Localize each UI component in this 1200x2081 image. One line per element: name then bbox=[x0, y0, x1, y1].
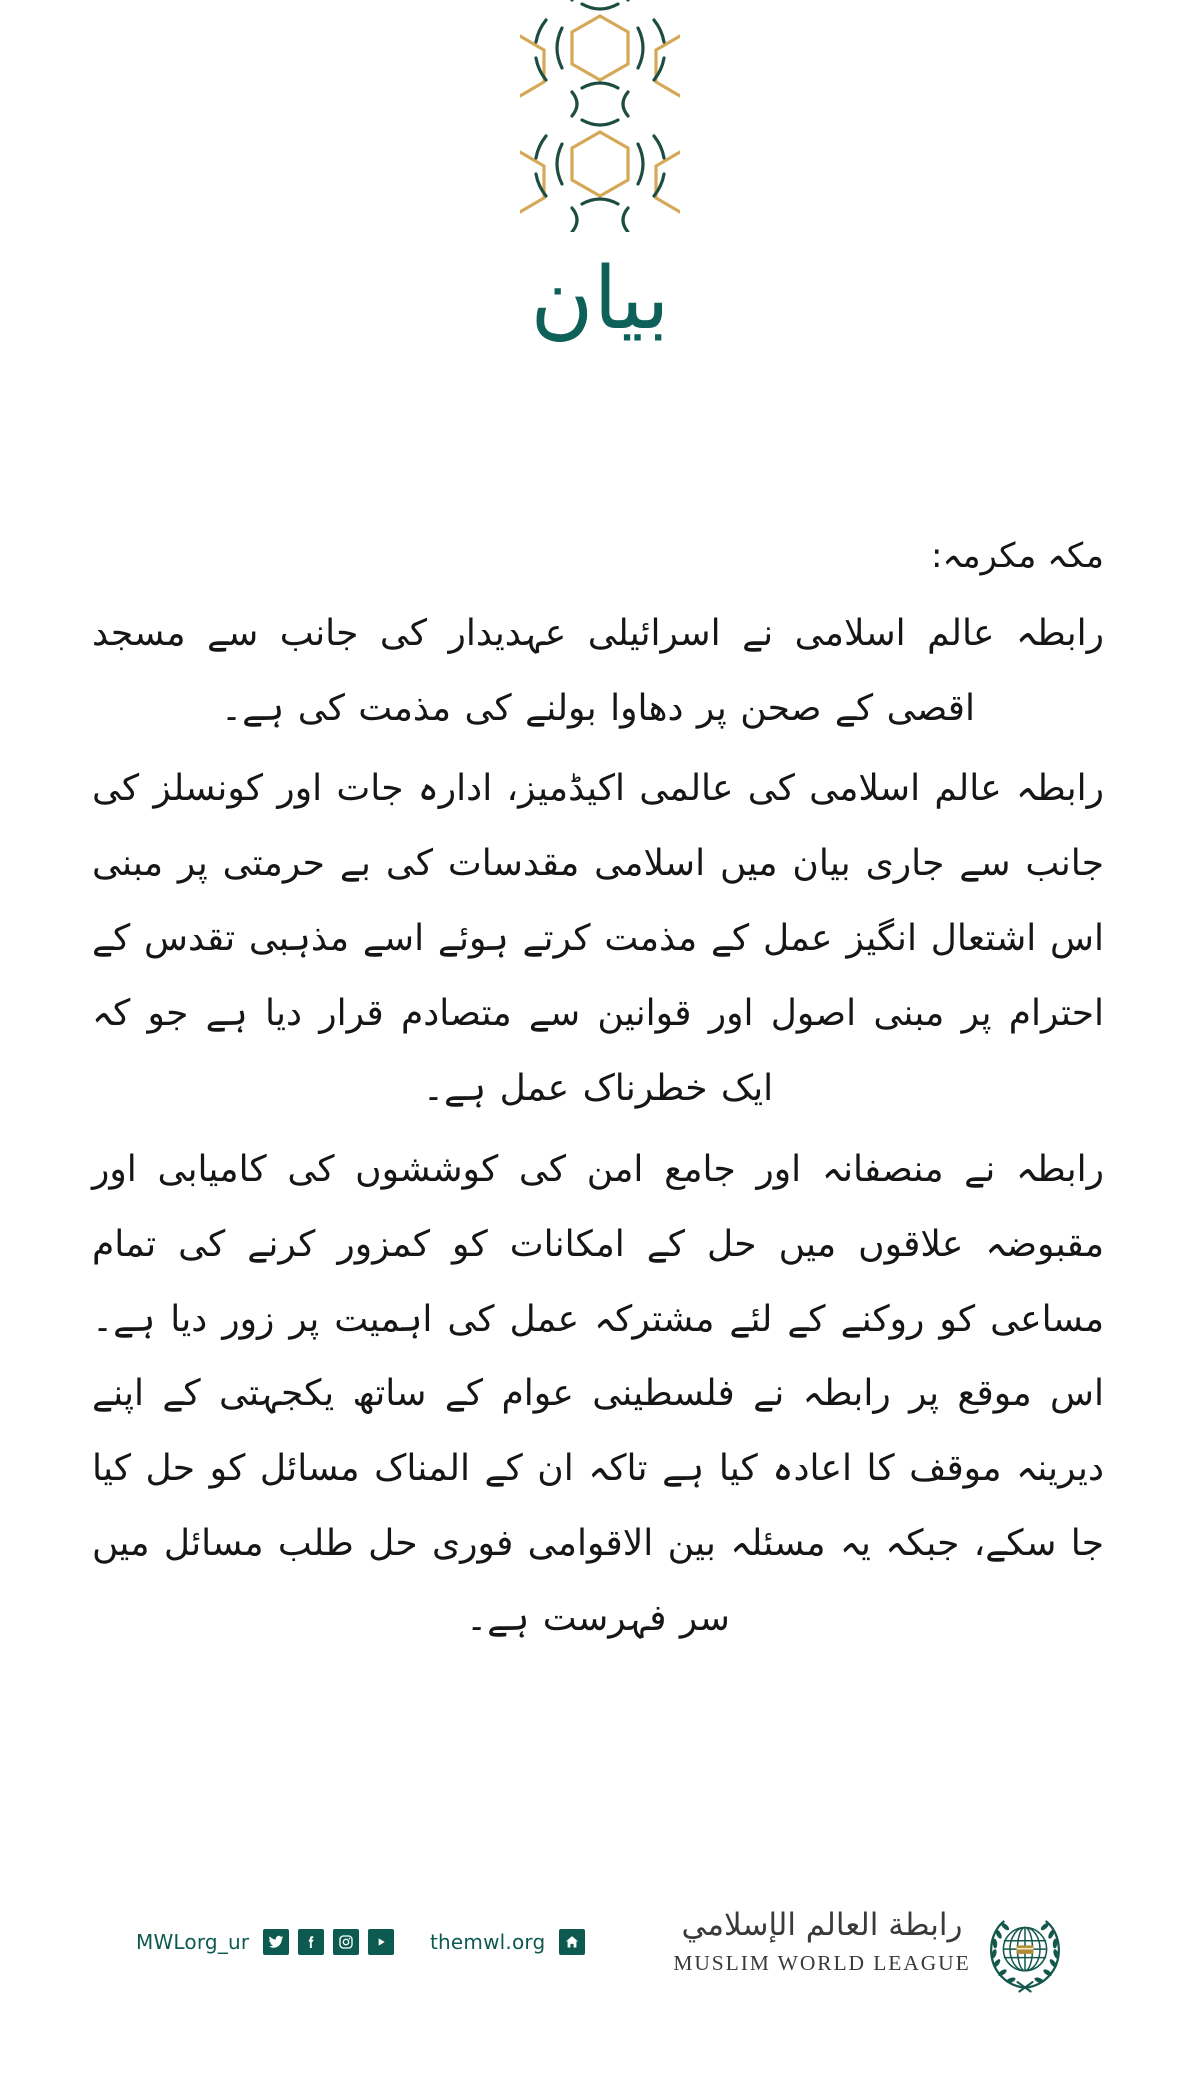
statement-paragraph: رابطہ عالم اسلامی کی عالمی اکیڈمیز، ادارہ جات اور کونسلز کی جانب سے جاری بیان میں اسلامی مقدسات کی بے حرمتی پر مبنی اس اشتعال انگیز عمل کے مذمت کرتے ہوئے اسے مذہبی تقدس کے احترام پر مبنی اصول اور قوانین سے متصادم قرار دیا ہے جو کہ ایک خطرناک عمل ہے۔ bbox=[92, 768, 1104, 1109]
statement-paragraph: رابطہ نے منصفانہ اور جامع امن کی کوششوں کی کامیابی اور مقبوضہ علاقوں میں حل کے امکانات کو کمزور کرنے کی تمام مساعی کو روکنے کے لئے مشترکہ عمل کی اہمیت پر زور دیا ہے۔ اس موقع پر رابطہ نے فلسطینی عوام کے ساتھ یکجہتی کے اپنے دیرینہ موقف کا اعادہ کیا ہے تاکہ ان کے المناک مسائل کو حل کیا جا سکے، جبکہ یہ مسئلہ بین الاقوامی فوری حل طلب مسائل میں سر فہرست ہے۔ bbox=[92, 1148, 1104, 1640]
youtube-glyph bbox=[373, 1934, 389, 1950]
mwl-globe-wreath-emblem bbox=[978, 1905, 1072, 1999]
emblem-svg bbox=[978, 1905, 1072, 1999]
social-handle: MWLorg_ur bbox=[136, 1930, 250, 1954]
website-label: themwl.org bbox=[430, 1930, 546, 1954]
footer bbox=[0, 1907, 1200, 1999]
social-links-group bbox=[136, 1929, 394, 1955]
facebook-icon[interactable] bbox=[298, 1929, 324, 1955]
youtube-icon[interactable] bbox=[368, 1929, 394, 1955]
kaaba-icon bbox=[1017, 1945, 1034, 1953]
statement-body bbox=[92, 530, 1104, 1663]
mwl-logo-english: MUSLIM WORLD LEAGUE bbox=[673, 1951, 971, 1976]
title-container bbox=[0, 246, 1200, 354]
header-ornament-pattern bbox=[520, 0, 680, 232]
home-glyph bbox=[564, 1934, 580, 1950]
facebook-glyph bbox=[303, 1934, 319, 1950]
website-link-group bbox=[430, 1929, 585, 1955]
instagram-glyph bbox=[338, 1934, 354, 1950]
mwl-logo-arabic: رابطة العالم الإسلامي bbox=[681, 1907, 963, 1943]
ornament-svg bbox=[520, 0, 680, 232]
page-title: بیان bbox=[530, 249, 670, 349]
twitter-icon[interactable] bbox=[263, 1929, 289, 1955]
dateline: مکہ مکرمہ: bbox=[930, 536, 1104, 576]
mwl-logo bbox=[672, 1907, 972, 1976]
instagram-icon[interactable] bbox=[333, 1929, 359, 1955]
home-icon[interactable] bbox=[559, 1929, 585, 1955]
statement-paragraph: رابطہ عالم اسلامی نے اسرائیلی عہدیدار کی جانب سے مسجد اقصی کے صحن پر دھاوا بولنے کی مذمت کی ہے۔ bbox=[92, 612, 1104, 729]
twitter-glyph bbox=[268, 1934, 284, 1950]
